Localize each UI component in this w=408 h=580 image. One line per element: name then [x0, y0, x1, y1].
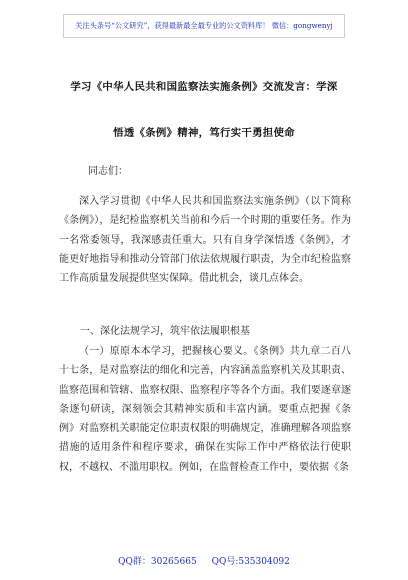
paragraph-intro: 深入学习贯彻《中华人民共和国监察法实施条例》（以下简称《条例》），是纪检监察机关当前和今后一个时期的重要任务。作为一名常委领导，我深感责任重大。只有自身学深悟透《条例》，才能更好地指导和推动分管部门依法依规履行职责，为全市纪检监察工作高质量发展提供坚实保障。借此机会，谈几点体会。	[59, 196, 351, 285]
footer-qq-number: QQ号:535304092	[211, 557, 290, 567]
footer-contact	[0, 554, 408, 567]
section-heading-1: 一、深化法规学习，筑牢依法履职根基	[80, 326, 250, 337]
salutation: 同志们：	[88, 166, 128, 177]
promo-banner-text: 关注头条号“公文研究”，获得最新最全最专业的公文资料库！ 微信：gongwenyj	[63, 14, 345, 38]
footer-qq-group: QQ群：30265665	[118, 557, 197, 567]
promo-banner	[0, 0, 408, 48]
document-title-line-1: 学习《中华人民共和国监察法实施条例》交流发言：学深	[70, 81, 338, 93]
document-title-line-2: 悟透《条例》精神，笃行实干勇担使命	[113, 127, 295, 139]
paragraph-section-1-1: （一）原原本本学习，把握核心要义。《条例》共九章二百八十七条，是对监察法的细化和完善，内容涵盖监察机关及其职责、监察范围和管辖、监察权限、监察程序等各个方面。我们要逐章逐条逐句研读，深刻领会其精神实质和丰富内涵。要重点把握《条例》对监察机关职能定位职责权限的明确规定，准确理解各项监察措施的适用条件和程序要求，确保在实际工作中严格依法行使职权，不越权、不滥用职权。例如，在监督检查工作中，要依据《条	[59, 346, 351, 473]
